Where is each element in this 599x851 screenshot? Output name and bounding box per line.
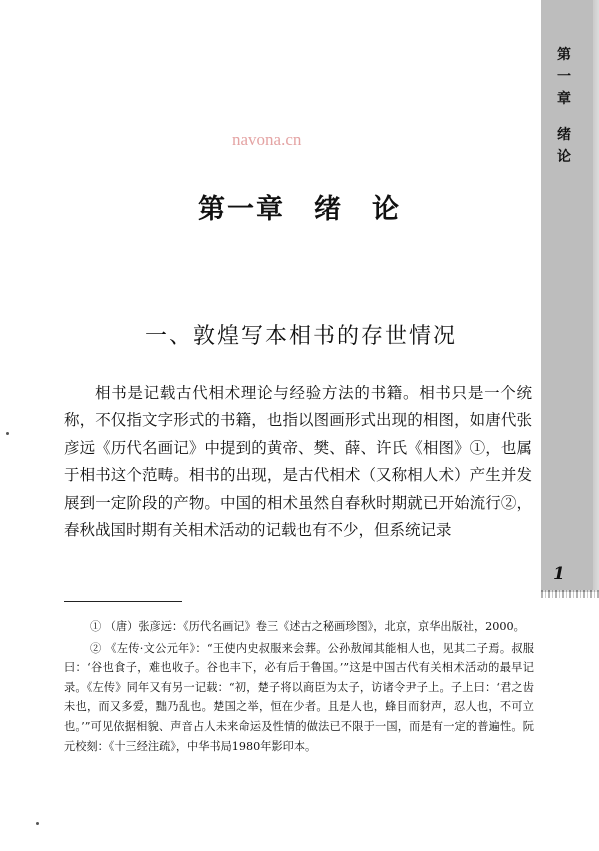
scan-dot	[36, 822, 39, 825]
side-tab-char: 论	[557, 149, 571, 165]
footnote-separator	[64, 601, 182, 602]
footnote-text: （唐）张彦远：《历代名画记》卷三《述古之秘画珍图》，北京，京华出版社，2000。	[104, 620, 525, 633]
body-paragraph: 相书是记载古代相术理论与经验方法的书籍。相书只是一个统称，不仅指文字形式的书籍，也指以图画形式出现的相图，如唐代张彦远《历代名画记》中提到的黄帝、樊、薛、许氏《相图》①，也属于相书这个范畴。相书的出现，是古代相术（又称相人术）产生并发展到一定阶段的产物。中国的相术虽然自春秋时期就已开始流行②，春秋战国时期有关相术活动的记载也有不少，但系统记录	[64, 384, 532, 540]
chapter-title: 第一章 绪 论	[198, 194, 401, 225]
side-tab-char: 第	[557, 47, 571, 63]
footnote-item	[64, 639, 534, 757]
footnote-text: 《左传·文公元年》：“王使内史叔服来会葬。公孙敖闻其能相人也，见其二子焉。叔服曰：‘谷也食子，难也收子。谷也丰下，必有后于鲁国。’”这是中国古代有关相术活动的最早记录。《左传》同年又有另一记载：“初，楚子将以商臣为太子，访诸令尹子上。子上曰：‘君之齿未也，而又多爱，黜乃乱也。楚国之举，恒在少者。且是人也，蜂目而豺声，忍人也，不可立也。’”可见依据相貌、声音占人未来命运及性情的做法已不限于一国，而是有一定的普遍性。阮元校刻：《十三经注疏》，中华书局1980年影印本。	[64, 641, 534, 753]
side-tab-label	[552, 44, 576, 168]
side-tab-char: 绪	[557, 127, 571, 143]
side-tab-char	[552, 110, 576, 124]
body-text	[64, 380, 532, 544]
scan-artifact	[541, 590, 599, 598]
footnote-mark: ①	[90, 620, 102, 633]
side-tab-char: 一	[557, 69, 571, 85]
footnotes	[64, 617, 534, 758]
scan-dot	[6, 432, 9, 435]
section-title: 一、敦煌写本相书的存世情况	[145, 324, 458, 349]
side-tab-char: 章	[557, 91, 571, 107]
footnote-item	[64, 617, 534, 637]
page-number: 1	[553, 564, 565, 584]
watermark: navona.cn	[232, 130, 302, 149]
footnote-mark: ②	[90, 641, 102, 655]
